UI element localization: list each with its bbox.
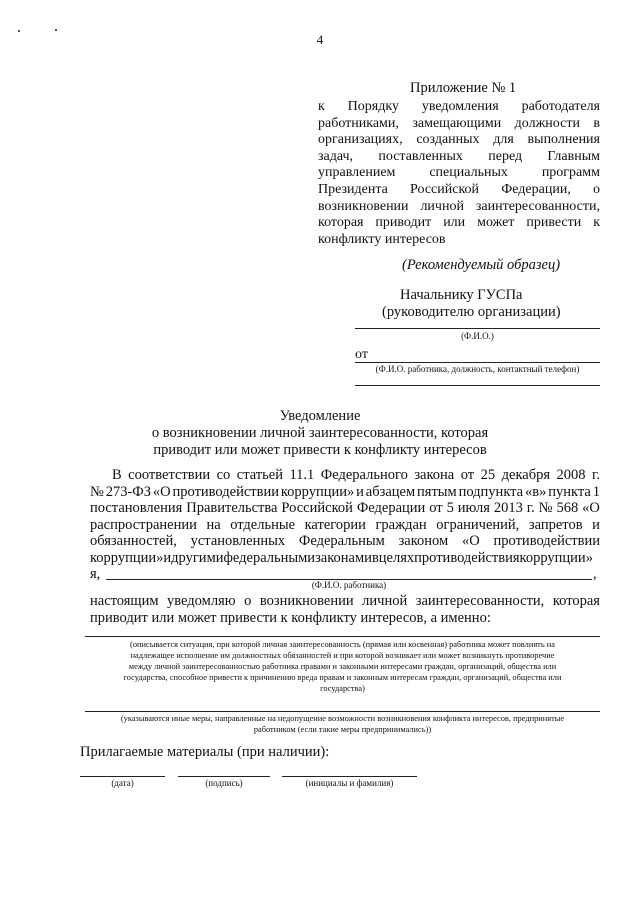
signature-line: [178, 776, 270, 777]
word: другими: [171, 549, 224, 566]
date-line: [80, 776, 165, 777]
word: г.: [592, 467, 600, 483]
word: 1: [592, 483, 600, 500]
word: личной: [362, 593, 408, 609]
ya-comma: ,: [593, 566, 597, 582]
word: Главным: [547, 148, 600, 164]
text-line: [90, 517, 600, 534]
word: Российской: [281, 500, 353, 517]
word: категории: [304, 516, 366, 533]
worker-caption: (Ф.И.О. работника): [311, 580, 387, 590]
word: Президента: [318, 181, 388, 197]
word: 25: [480, 467, 496, 483]
word: и: [163, 549, 172, 566]
addressee-title: Начальнику ГУСПа: [400, 287, 523, 303]
word: июля: [457, 500, 490, 517]
page-number: 4: [316, 32, 324, 47]
word: на: [206, 516, 221, 533]
word: и: [356, 483, 364, 500]
word: «О: [582, 500, 600, 517]
word: 568: [556, 500, 579, 517]
word: подпункта: [458, 483, 524, 500]
text-line: [90, 467, 600, 484]
text-line: [318, 232, 600, 249]
word: Правительства: [186, 500, 278, 517]
text-line: [90, 484, 600, 501]
word: должности: [514, 115, 580, 131]
word: ограничений,: [436, 516, 520, 533]
word: «в»: [525, 483, 547, 500]
materials-label: Прилагаемые материалы (при наличии):: [80, 744, 330, 760]
caption-line: (описывается ситуация, при которой личная заинтересованность (прямая или косвенная) работника может повлиять на: [130, 640, 555, 649]
caption-line: государства, способное привести к причинению вреда правам и законным интересам граждан, организаций, общества или: [123, 673, 562, 682]
word: для: [493, 132, 514, 148]
word: управлением: [318, 165, 396, 181]
word: законами: [315, 549, 372, 566]
notice-subtitle-2: приводит или может привести к конфликту интересов: [153, 442, 487, 458]
word: «О: [462, 533, 480, 550]
word: установленных: [190, 533, 286, 550]
word: программ: [541, 165, 600, 181]
word: в: [593, 115, 600, 131]
text-line: [318, 149, 600, 166]
word: соответствии: [128, 467, 211, 483]
word: замещающими: [412, 115, 502, 131]
text-line: [318, 215, 600, 232]
word: №: [90, 483, 104, 500]
text-line: [90, 550, 600, 567]
word: абзацем: [365, 483, 416, 500]
word: уведомляю: [167, 593, 236, 609]
word: Федерального: [320, 467, 408, 483]
word: перед: [488, 148, 523, 164]
word: приводит или может привести к конфликту интересов, а именно:: [90, 609, 491, 626]
text-line: [318, 132, 600, 149]
word: выполнения: [527, 132, 600, 148]
text-line: [318, 116, 600, 133]
word: 5: [446, 500, 454, 517]
word: созданных: [416, 132, 480, 148]
word: коррупции»: [519, 549, 593, 566]
word: работодателя: [521, 99, 600, 114]
notice-subtitle-1: о возникновении личной заинтересованности, которая: [151, 425, 489, 441]
word: в: [371, 549, 379, 566]
caption-line: государства): [320, 684, 365, 693]
date-caption: (дата): [111, 778, 134, 788]
word: Федеральным: [298, 533, 385, 550]
fio-caption: (Ф.И.О.): [461, 331, 494, 341]
word: Федерации,: [501, 181, 571, 197]
initials-caption: (инициалы и фамилия): [305, 778, 394, 788]
word: отдельные: [230, 516, 296, 533]
word: к: [593, 215, 600, 231]
appendix-text: [318, 99, 600, 248]
word: может: [477, 215, 515, 231]
notice-title: Уведомление: [279, 408, 361, 424]
caption-line: надлежащее исполнение им должностных обязанностей и при которой возникает или может возникнуть противоречие: [130, 651, 555, 660]
from-caption: (Ф.И.О. работника, должность, контактный телефон): [375, 364, 580, 374]
body-paragraph-1: [90, 467, 600, 567]
appendix-title: Приложение № 1: [410, 80, 517, 96]
word: возникновении: [318, 198, 409, 214]
from-label: от: [355, 347, 368, 362]
fio-line: [355, 328, 600, 329]
text-line: [318, 99, 600, 116]
word: противодействии: [172, 483, 279, 500]
word: законом: [398, 533, 449, 550]
word: работниками,: [318, 115, 399, 131]
word: задач,: [318, 148, 354, 164]
word: целях: [378, 549, 415, 566]
word: которая: [318, 215, 364, 231]
word: или: [443, 215, 466, 231]
word: и: [592, 516, 600, 533]
word: настоящим: [90, 593, 159, 609]
text-line: [318, 182, 600, 199]
word: противодействии: [493, 533, 600, 550]
scan-speck: [55, 29, 57, 31]
word: 273-ФЗ: [105, 483, 152, 500]
word: привести: [526, 215, 582, 231]
word: со: [216, 467, 231, 483]
text-line: [318, 199, 600, 216]
word: специальных: [429, 165, 508, 181]
word: возникновении: [259, 593, 354, 609]
ya-label: я,: [90, 566, 101, 582]
addressee-subtitle: (руководителю организации): [382, 304, 561, 320]
word: распространении: [90, 516, 197, 533]
caption-line: между личной заинтересованностью работника правами и законными интересами граждан, организаций, общества или: [128, 662, 557, 671]
word: которая: [552, 593, 600, 609]
word: Порядку: [347, 99, 399, 114]
word: коррупции»: [90, 549, 164, 566]
word: приводит: [375, 215, 432, 231]
word: 11.1: [289, 467, 315, 483]
word: от: [460, 467, 475, 483]
word: о: [244, 593, 252, 609]
word: г.: [526, 500, 535, 517]
word: статьей: [236, 467, 283, 483]
caption-line: (указываются иные меры, направленные на недопущение возможности возникновения конфликта интересов, предпринятые: [120, 714, 565, 723]
situation-caption: [85, 639, 600, 694]
from-line-2: [355, 385, 600, 386]
word: пятым: [417, 483, 457, 500]
text-line: [90, 533, 600, 550]
text-line: [90, 500, 600, 517]
measures-line: [85, 711, 600, 712]
word: о: [593, 181, 600, 197]
scan-speck: [18, 30, 20, 32]
word: личной: [420, 198, 464, 214]
word: пункта: [548, 483, 591, 500]
word: от: [429, 500, 443, 517]
body-paragraph-2: [90, 593, 600, 626]
word: заинтересованности,: [415, 593, 545, 609]
word: к: [318, 99, 325, 114]
word: федеральными: [223, 549, 316, 566]
word: В: [112, 467, 122, 483]
text-line: [90, 593, 600, 610]
word: Российской: [410, 181, 480, 197]
word: противодействия: [414, 549, 520, 566]
word: декабря: [501, 467, 551, 483]
word: постановления: [90, 500, 183, 517]
text-line: [90, 610, 600, 627]
word: коррупции»: [280, 483, 355, 500]
word: 2008: [556, 467, 586, 483]
word: конфликту интересов: [318, 231, 446, 247]
text-line: [318, 165, 600, 182]
word: организациях,: [318, 132, 403, 148]
from-line: [355, 362, 600, 363]
word: «О: [152, 483, 171, 500]
word: заинтересованности,: [475, 198, 600, 214]
sample-label: (Рекомендуемый образец): [402, 257, 561, 273]
word: 2013: [493, 500, 523, 517]
situation-line: [85, 636, 600, 637]
word: обязанностей,: [90, 533, 177, 550]
word: граждан: [375, 516, 427, 533]
initials-line: [282, 776, 417, 777]
signature-caption: (подпись): [205, 778, 243, 788]
word: поставленных: [378, 148, 463, 164]
measures-caption: [85, 713, 600, 735]
word: №: [538, 500, 553, 517]
caption-line: работником (если такие меры предпринимались)): [253, 725, 432, 734]
word: Федерации: [356, 500, 426, 517]
word: запретов: [528, 516, 583, 533]
word: уведомления: [421, 99, 499, 114]
word: закона: [414, 467, 455, 483]
